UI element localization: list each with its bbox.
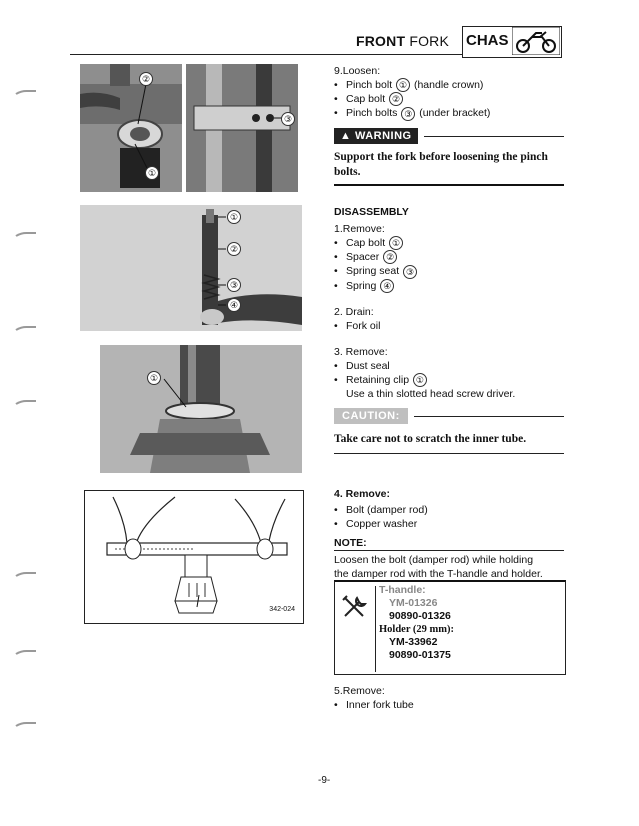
step-3-note: Use a thin slotted head screw driver. (346, 388, 516, 401)
step-1-heading: 1.Remove: (334, 223, 385, 235)
disassembly-section (334, 205, 564, 401)
caution-block (334, 408, 564, 454)
list-item: • Dust seal (334, 359, 564, 373)
callout-1: ① (227, 210, 241, 224)
divider (424, 136, 564, 137)
list-item: • Cap bolt ① (334, 236, 564, 250)
list-item: • Retaining clip ① (334, 373, 564, 387)
note-block (334, 536, 564, 581)
divider (334, 453, 564, 454)
callout-4: ④ (227, 298, 241, 312)
divider (375, 586, 376, 672)
callout-2: ② (139, 72, 153, 86)
photo-handle-crown (80, 64, 182, 192)
t-handle-label: T-handle: (379, 584, 426, 596)
callout-2: ② (227, 242, 241, 256)
list-item: • Copper washer (334, 517, 564, 531)
diagram-t-handle (84, 490, 304, 624)
list-item: • Pinch bolts ③ (under bracket) (334, 106, 564, 120)
list-item: • Bolt (damper rod) (334, 503, 564, 517)
margin-mark (12, 232, 36, 248)
callout-1: ① (145, 166, 159, 180)
callout-3: ③ (281, 112, 295, 126)
divider (334, 550, 564, 551)
section-tag: CHAS (466, 32, 509, 49)
list-item: • Fork oil (334, 319, 564, 333)
special-tools-box (334, 580, 566, 675)
margin-mark (12, 572, 36, 588)
warning-block (334, 128, 564, 186)
margin-mark (12, 650, 36, 666)
figure-code: 342-024 (269, 606, 295, 613)
note-label: NOTE: (334, 537, 367, 549)
photo-under-bracket (186, 64, 298, 192)
t-handle-part: 90890-01326 (389, 610, 451, 622)
section-heading: DISASSEMBLY (334, 206, 409, 218)
caution-text: Take care not to scratch the inner tube. (334, 433, 527, 445)
caution-badge: CAUTION: (334, 408, 408, 424)
step-9-heading: 9.Loosen: (334, 65, 381, 77)
step-9 (334, 64, 564, 121)
photo-spring-removal (80, 205, 302, 331)
list-item: • Pinch bolt ① (handle crown) (334, 78, 564, 92)
margin-mark (12, 722, 36, 738)
divider (334, 184, 564, 186)
holder-part: 90890-01375 (389, 649, 451, 661)
margin-mark (12, 400, 36, 416)
wrench-screwdriver-icon (341, 594, 369, 620)
note-text: Loosen the bolt (damper rod) while holding the damper rod with the T-handle and holder. (334, 554, 543, 580)
holder-label: Holder (29 mm): (379, 624, 455, 635)
list-item: • Spring ④ (334, 279, 564, 293)
list-item: • Inner fork tube (334, 698, 564, 712)
t-handle-part: YM-01326 (389, 597, 438, 609)
step-4-heading: 4. Remove: (334, 488, 391, 500)
divider (414, 416, 564, 417)
motorcycle-icon (512, 27, 560, 55)
step-5-heading: 5.Remove: (334, 685, 385, 697)
callout-3: ③ (227, 278, 241, 292)
step-4 (334, 487, 564, 531)
list-item: • Spring seat ③ (334, 264, 564, 278)
warning-icon: ▲ (340, 130, 352, 142)
margin-mark (12, 326, 36, 342)
warning-text: Support the fork before loosening the pinch bolts. (334, 151, 548, 178)
holder-part: YM-33962 (389, 636, 438, 648)
margin-mark (12, 90, 36, 106)
list-item: • Spacer ② (334, 250, 564, 264)
photo-retaining-clip (100, 345, 302, 473)
step-5 (334, 684, 564, 712)
tools-list (379, 584, 454, 662)
callout-1: ① (147, 371, 161, 385)
warning-badge: ▲ WARNING (334, 128, 418, 144)
step-2-heading: 2. Drain: (334, 305, 374, 318)
page-number: -9- (318, 775, 331, 786)
page-title: FRONT FORK (356, 33, 450, 49)
list-item: • Cap bolt ② (334, 92, 564, 106)
step-3-heading: 3. Remove: (334, 345, 388, 358)
